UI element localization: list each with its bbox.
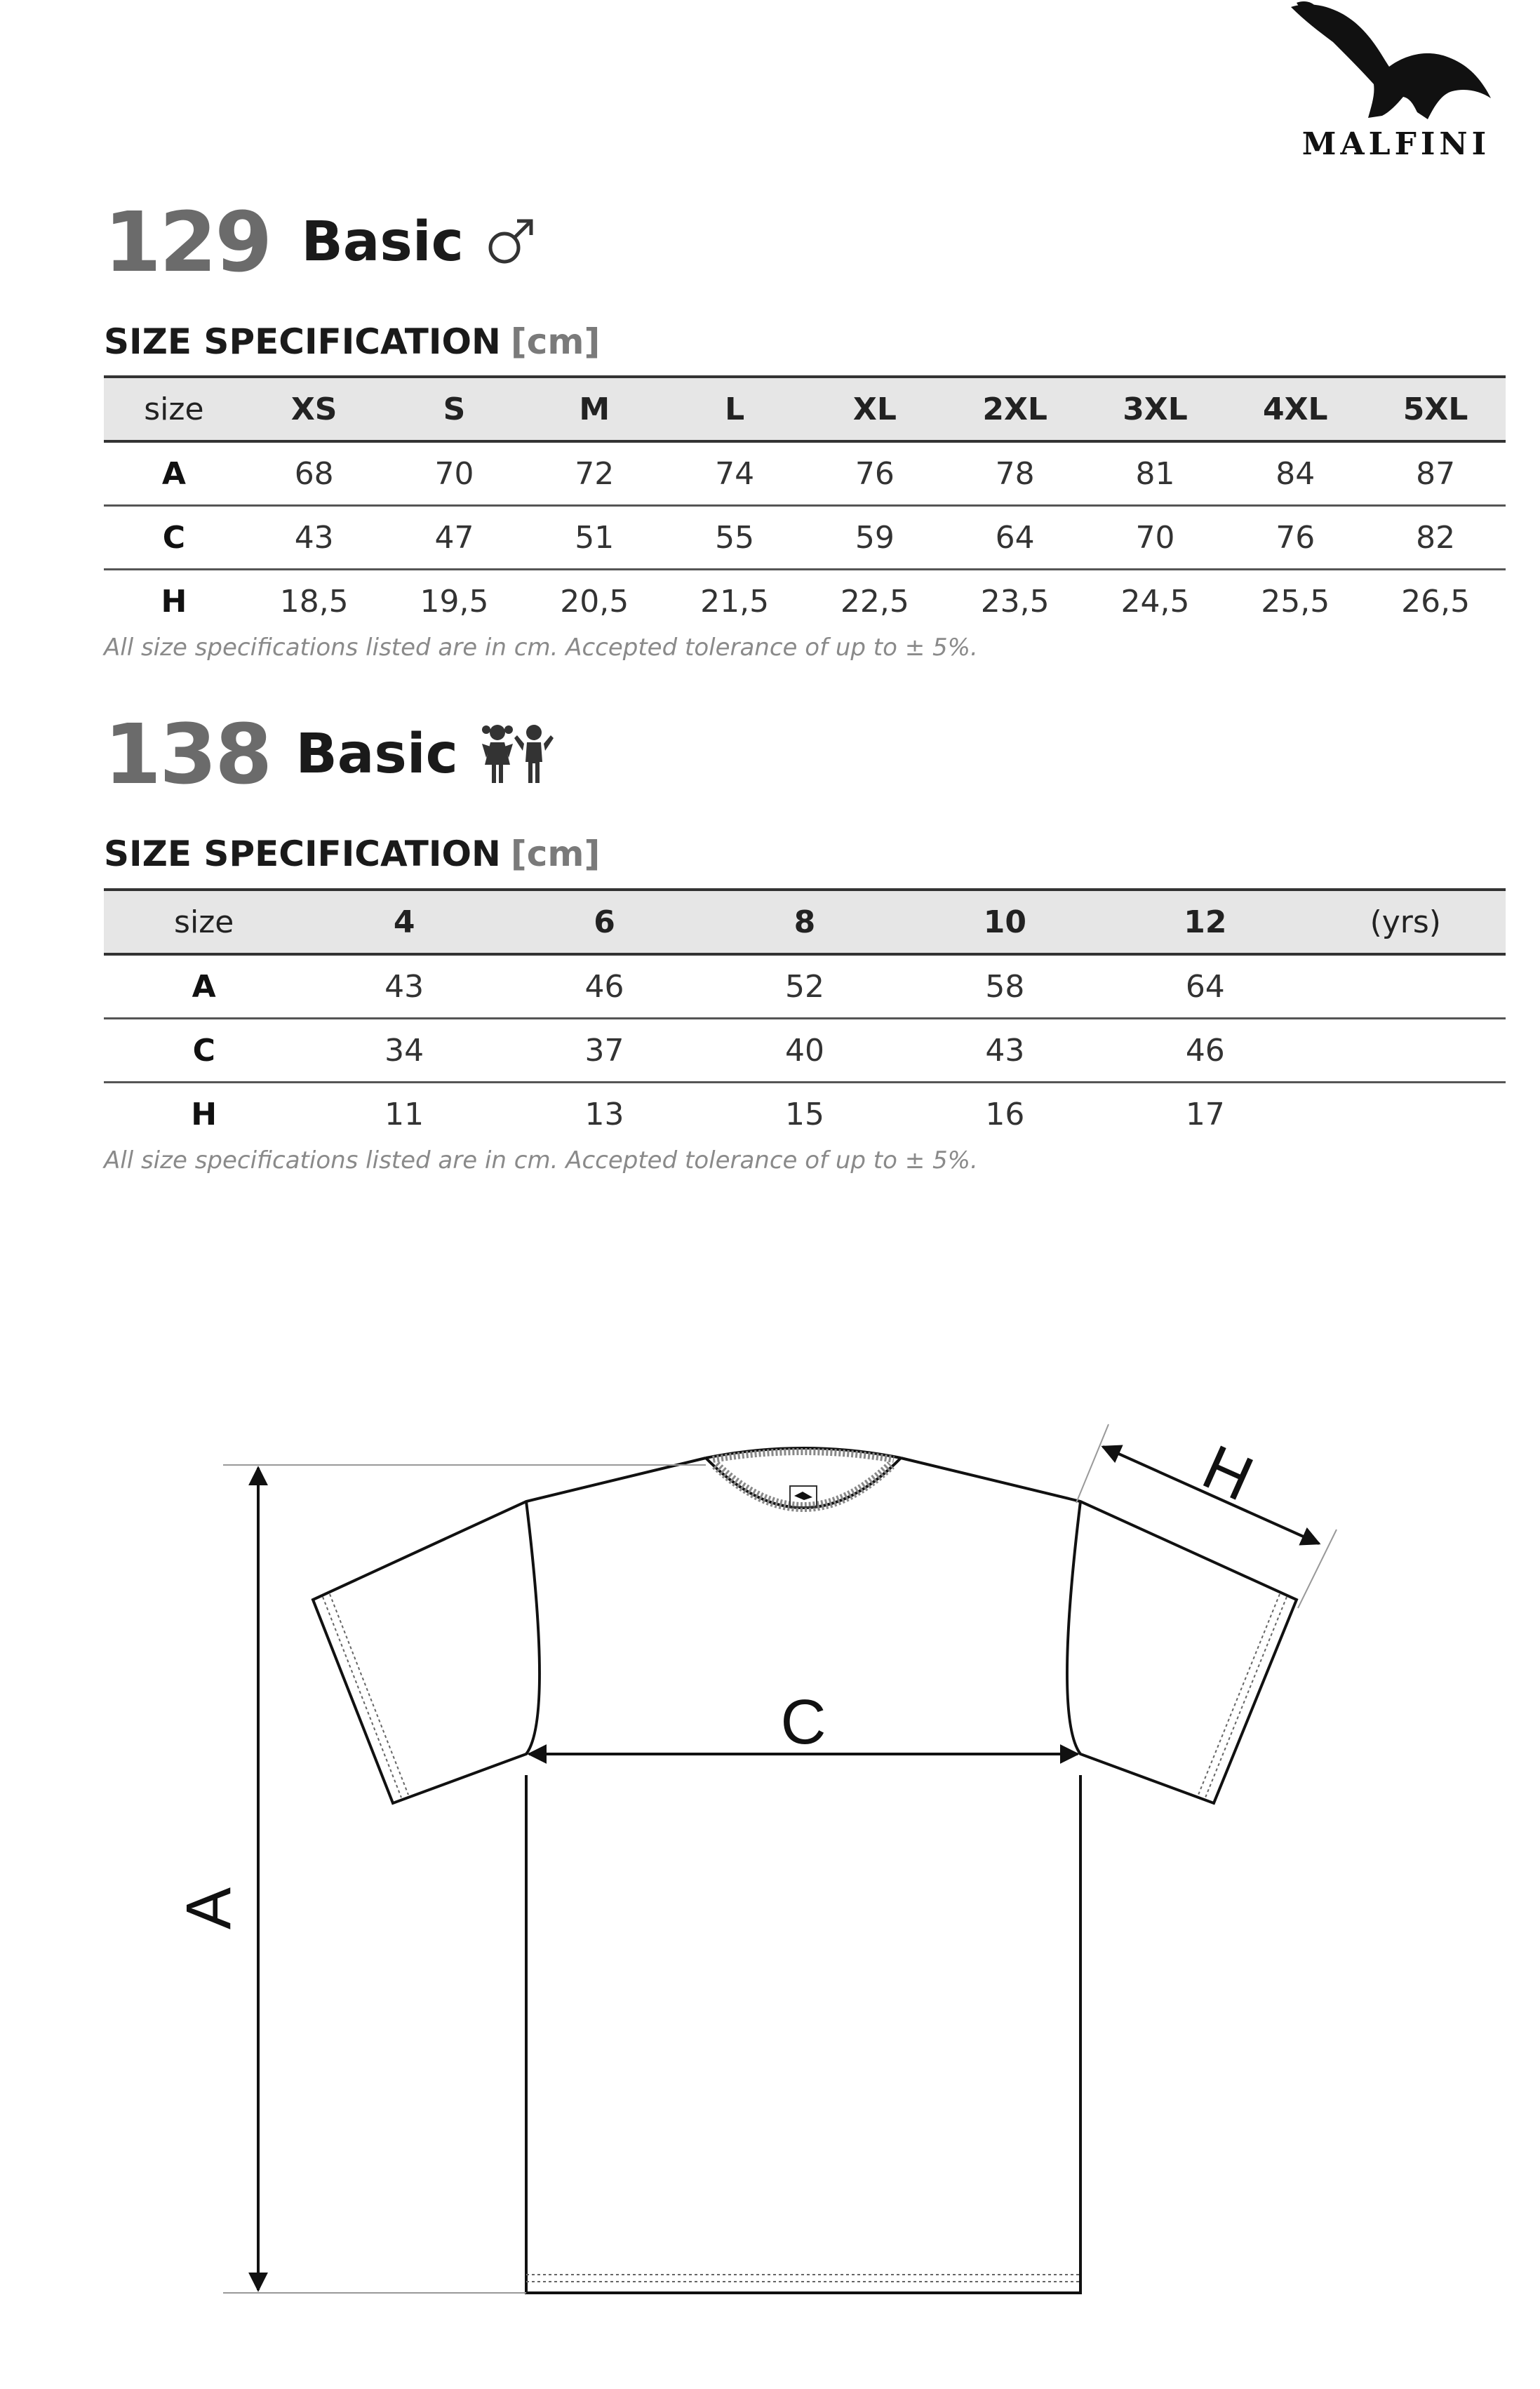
row-label: A	[104, 954, 304, 1019]
table-row	[104, 954, 1506, 1019]
dimension-label-h: H	[1192, 1432, 1264, 1515]
row-label: H	[161, 583, 187, 620]
header-cell: 4	[304, 890, 504, 954]
tolerance-note: All size specifications listed are in cm. Accepted tolerance of up to ± 5%.	[104, 1146, 978, 1175]
table-cell: 37	[504, 1019, 704, 1083]
table-cell: 20,5	[560, 583, 629, 620]
table-row	[104, 1083, 1506, 1146]
table-cell: 76	[1225, 506, 1365, 570]
header-cell: XS	[244, 377, 384, 441]
table-cell: 16	[985, 1096, 1025, 1132]
row-label: H	[191, 1096, 217, 1132]
spec-label-1	[104, 321, 600, 362]
table-cell: 46	[1105, 1019, 1305, 1083]
table-cell: 47	[384, 506, 525, 570]
row-label: C	[104, 506, 244, 570]
table-cell: 64	[1105, 954, 1305, 1019]
product-1-heading	[104, 196, 540, 288]
spec-label-2	[104, 834, 600, 874]
table-cell: 40	[704, 1019, 904, 1083]
table-cell: 70	[384, 441, 525, 506]
tolerance-note: All size specifications listed are in cm. Accepted tolerance of up to ± 5%.	[104, 634, 978, 662]
spec-label-text: SIZE SPECIFICATION	[104, 834, 501, 874]
table-cell: 43	[905, 1019, 1105, 1083]
header-cell: XL	[805, 377, 945, 441]
table-cell	[1306, 954, 1506, 1019]
dimension-guide-h1	[1076, 1424, 1109, 1503]
table-cell: 55	[664, 506, 805, 570]
table-cell: 58	[905, 954, 1105, 1019]
table-cell: 82	[1365, 506, 1506, 570]
brand-logo	[1284, 0, 1508, 165]
header-cell: 10	[905, 890, 1105, 954]
tshirt-outline	[313, 1448, 1297, 2293]
table-cell: 64	[945, 506, 1085, 570]
table-header-row	[104, 377, 1506, 441]
table-row	[104, 441, 1506, 506]
table-cell: 15	[784, 1096, 824, 1132]
table-header-row	[104, 890, 1506, 954]
table-row	[104, 570, 1506, 633]
spec-label-text: SIZE SPECIFICATION	[104, 321, 501, 362]
header-cell: 8	[704, 890, 904, 954]
header-cell: 5XL	[1365, 377, 1506, 441]
header-cell: size	[104, 890, 304, 954]
spec-unit: [cm]	[510, 321, 601, 362]
product-number: 129	[104, 194, 271, 290]
table-cell: 87	[1365, 441, 1506, 506]
table-cell: 84	[1225, 441, 1365, 506]
table-cell: 72	[524, 441, 664, 506]
table-cell: 21,5	[700, 583, 770, 620]
table-cell: 51	[524, 506, 664, 570]
header-cell: 12	[1105, 890, 1305, 954]
table-cell: 23,5	[980, 583, 1050, 620]
product-2-heading	[104, 706, 555, 803]
table-cell: 43	[244, 506, 384, 570]
header-cell: S	[384, 377, 525, 441]
row-label: C	[104, 1019, 304, 1083]
table-cell: 13	[584, 1096, 624, 1132]
table-cell: 52	[704, 954, 904, 1019]
header-cell: size	[104, 377, 244, 441]
table-cell: 24,5	[1120, 583, 1190, 620]
header-cell: (yrs)	[1306, 890, 1506, 954]
dimension-label-c: C	[780, 1687, 826, 1758]
neck-label-eagle-icon	[794, 1492, 812, 1500]
table-cell: 59	[805, 506, 945, 570]
tshirt-measurement-diagram	[174, 1424, 1375, 2357]
spec-unit: [cm]	[510, 834, 601, 874]
dimension-label-a: A	[174, 1887, 244, 1930]
table-cell: 17	[1185, 1096, 1225, 1132]
table-cell: 25,5	[1261, 583, 1330, 620]
table-cell	[1306, 1083, 1506, 1146]
table-cell: 70	[1085, 506, 1226, 570]
male-symbol-icon	[483, 214, 540, 270]
table-cell: 26,5	[1401, 583, 1471, 620]
table-cell: 43	[304, 954, 504, 1019]
header-cell: 4XL	[1225, 377, 1365, 441]
product-title: Basic	[295, 723, 458, 786]
brand-name: MALFINI	[1301, 126, 1491, 162]
header-cell: 3XL	[1085, 377, 1226, 441]
table-cell	[1306, 1019, 1506, 1083]
table-cell: 78	[945, 441, 1085, 506]
eagle-logo-icon	[1284, 0, 1494, 126]
table-cell: 76	[805, 441, 945, 506]
header-cell: 6	[504, 890, 704, 954]
header-cell: M	[524, 377, 664, 441]
header-cell: L	[664, 377, 805, 441]
size-table-138	[104, 888, 1506, 1145]
table-cell: 18,5	[279, 583, 349, 620]
table-cell: 81	[1085, 441, 1226, 506]
table-row	[104, 506, 1506, 570]
table-row	[104, 1019, 1506, 1083]
table-cell: 74	[664, 441, 805, 506]
table-cell: 11	[384, 1096, 424, 1132]
product-number: 138	[104, 706, 271, 803]
row-label: A	[104, 441, 244, 506]
table-cell: 34	[304, 1019, 504, 1083]
kids-icon	[478, 723, 555, 786]
table-cell: 46	[504, 954, 704, 1019]
size-table-129	[104, 375, 1506, 632]
product-title: Basic	[301, 210, 464, 274]
header-cell: 2XL	[945, 377, 1085, 441]
table-cell: 19,5	[420, 583, 489, 620]
table-cell: 22,5	[840, 583, 909, 620]
table-cell: 68	[244, 441, 384, 506]
